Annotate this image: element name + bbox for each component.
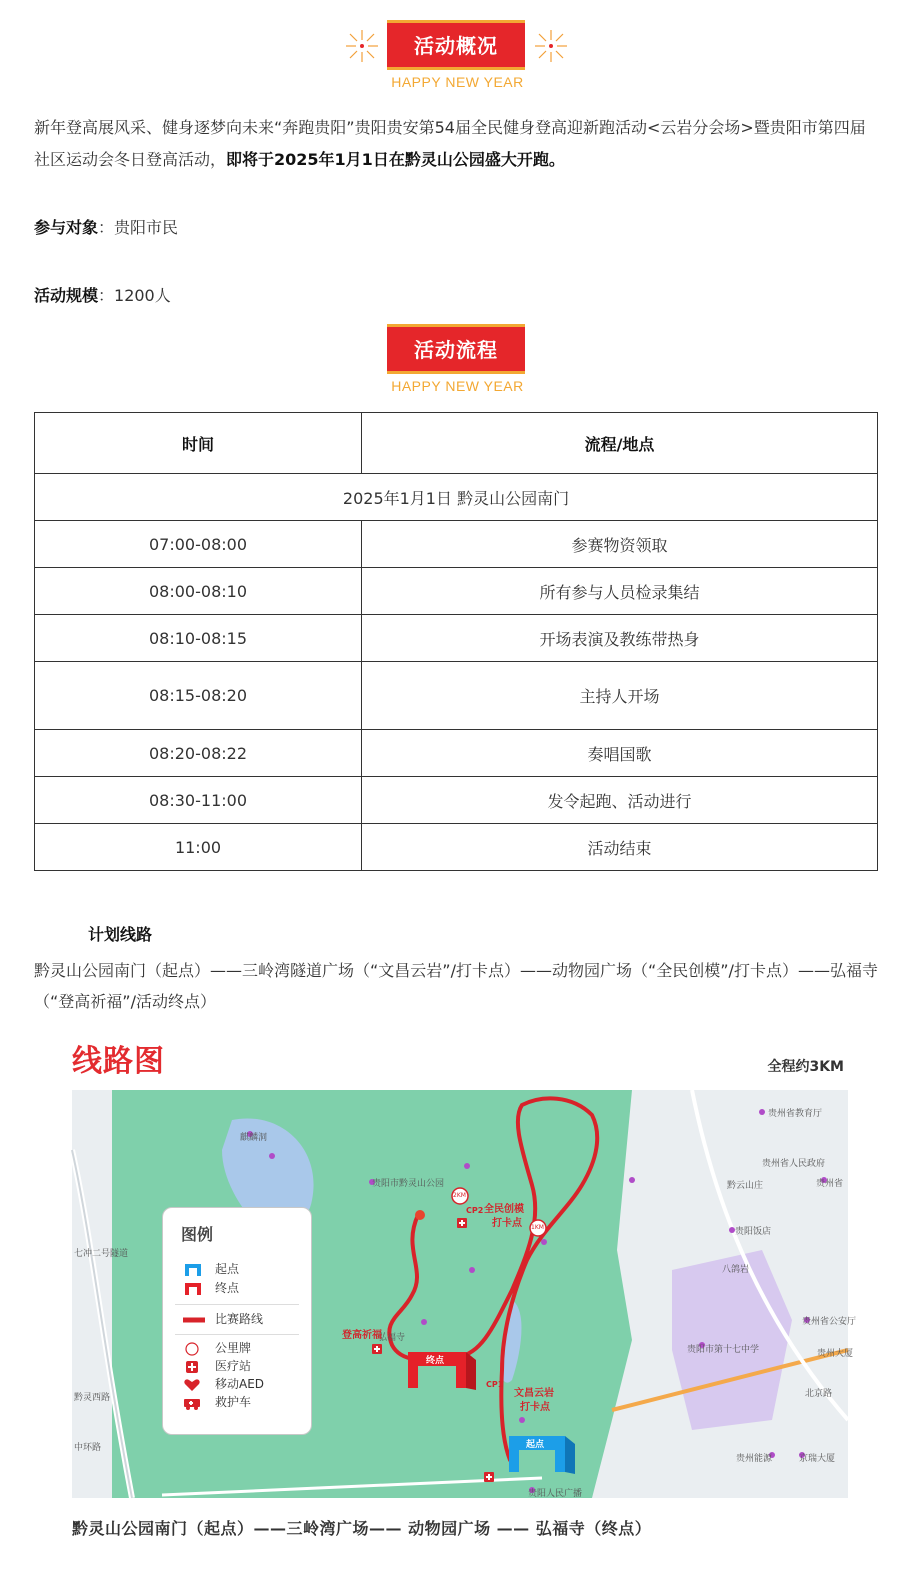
legend-divider — [175, 1304, 299, 1305]
time-cell: 07:00-08:00 — [35, 521, 362, 568]
checkpoint-cp2-title: 全民创模 — [484, 1204, 524, 1215]
map-label: 贵州省教育厅 — [768, 1109, 823, 1119]
legend-item-finish — [183, 1279, 239, 1297]
route-heading: 计划线路 — [88, 925, 153, 944]
table-row — [35, 662, 878, 730]
start-gate-icon — [183, 1263, 205, 1277]
legend-label: 比赛路线 — [215, 1312, 264, 1326]
date-location-cell: 2025年1月1日 黔灵山公园南门 — [35, 474, 878, 521]
time-cell: 08:30-11:00 — [35, 777, 362, 824]
finish-checkpoint-title: 登高祈福 — [342, 1330, 382, 1341]
start-gate-label: 起点 — [526, 1440, 545, 1450]
section-banner-schedule — [0, 324, 915, 404]
legend-label: 公里牌 — [215, 1341, 252, 1355]
participants-label: 参与对象 — [34, 218, 99, 237]
legend-label: 救护车 — [215, 1395, 252, 1409]
finish-gate-label: 终点 — [426, 1356, 445, 1366]
map-label: 八鸽岩 — [722, 1265, 750, 1275]
map-caption: 黔灵山公园南门（起点）——三岭湾广场—— 动物园广场 —— 弘福寺（终点） — [72, 1519, 652, 1538]
table-header-row — [35, 413, 878, 474]
section-title: 活动流程 — [414, 338, 498, 362]
map-label: 麒麟洞 — [240, 1133, 268, 1143]
map-label: 贵阳市第十七中学 — [687, 1345, 760, 1355]
map-label: 贵阳饭店 — [735, 1227, 772, 1237]
legend-item-aed — [183, 1375, 264, 1393]
km-marker-2: 2KM — [453, 1192, 466, 1199]
finish-gate-icon — [183, 1282, 205, 1296]
item-cell: 主持人开场 — [362, 662, 878, 730]
scale-value: ：1200人 — [98, 286, 171, 305]
table-row — [35, 474, 878, 521]
time-cell: 08:00-08:10 — [35, 568, 362, 615]
time-cell: 11:00 — [35, 824, 362, 871]
legend-title: 图例 — [181, 1225, 214, 1244]
firework-icon — [533, 28, 569, 64]
time-cell: 08:20-08:22 — [35, 730, 362, 777]
legend-label: 医疗站 — [215, 1359, 252, 1373]
map-label: 黔灵西路 — [74, 1393, 111, 1403]
legend-item-route — [183, 1310, 263, 1328]
route-description: 黔灵山公园南门（起点）——三岭湾隧道广场（“文昌云岩”/打卡点）——动物园广场（“全民创模”/打卡点）——弘福寺（“登高祈福”/活动终点） — [34, 961, 878, 1011]
section-banner-overview — [0, 20, 915, 100]
checkpoint-cp2: CP2 — [466, 1206, 484, 1215]
intro-text: 新年登高展风采、健身逐梦向未来“奔跑贵阳”贵阳贵安第54届全民健身登高迎新跑活动<云岩分会场>暨贵阳市第四届社区运动会冬日登高活动， — [34, 118, 866, 169]
map-label: 中环路 — [74, 1443, 102, 1453]
firework-icon — [344, 28, 380, 64]
map-title: 线路图 — [72, 1044, 165, 1079]
legend-label: 终点 — [215, 1281, 240, 1295]
item-cell: 发令起跑、活动进行 — [362, 777, 878, 824]
section-title-box — [387, 20, 525, 70]
map-legend — [162, 1207, 312, 1435]
section-subtitle: HAPPY NEW YEAR — [391, 378, 524, 394]
checkpoint-cp1-sub: 打卡点 — [520, 1402, 550, 1413]
map-label: 贵州省 — [816, 1179, 844, 1189]
route-map — [72, 1090, 857, 1499]
item-cell: 所有参与人员检录集结 — [362, 568, 878, 615]
medical-cross-icon — [183, 1360, 205, 1374]
schedule-table — [34, 412, 878, 871]
checkpoint-cp1-title: 文昌云岩 — [514, 1388, 554, 1399]
participants-value: ：贵阳市民 — [98, 218, 179, 237]
participants-line — [34, 212, 879, 244]
ambulance-icon — [183, 1396, 205, 1410]
item-cell: 奏唱国歌 — [362, 730, 878, 777]
table-row — [35, 521, 878, 568]
map-label: 七冲二号隧道 — [74, 1249, 129, 1259]
time-cell: 08:15-08:20 — [35, 662, 362, 730]
route-line-icon — [183, 1313, 205, 1327]
route-map-card — [66, 1032, 856, 1542]
intro-bold-text: 即将于2025年1月1日在黔灵山公园盛大开跑。 — [226, 150, 565, 169]
header-time: 时间 — [35, 413, 362, 474]
section-title-box — [387, 324, 525, 374]
scale-line — [34, 280, 879, 312]
map-label: 贵阳市黔灵山公园 — [372, 1179, 445, 1189]
km-marker-icon — [183, 1342, 205, 1356]
checkpoint-cp2-sub: 打卡点 — [492, 1218, 522, 1229]
map-total-distance: 全程约3KM — [767, 1059, 844, 1075]
checkpoint-cp1: CP1 — [486, 1380, 504, 1389]
section-title: 活动概况 — [414, 34, 498, 58]
legend-item-km — [183, 1339, 251, 1357]
map-label: 贵州省公安厅 — [802, 1317, 857, 1327]
scale-label: 活动规模 — [34, 286, 99, 305]
map-label: 京瑞大厦 — [799, 1454, 836, 1464]
intro-paragraph — [34, 112, 879, 176]
map-label: 弘福寺 — [378, 1333, 406, 1343]
table-row — [35, 777, 878, 824]
map-label: 黔云山庄 — [727, 1181, 764, 1191]
table-row — [35, 730, 878, 777]
item-cell: 开场表演及教练带热身 — [362, 615, 878, 662]
map-label: 贵州大厦 — [817, 1349, 854, 1359]
time-cell: 08:10-08:15 — [35, 615, 362, 662]
header-process: 流程/地点 — [362, 413, 878, 474]
km-marker-1: 1KM — [531, 1224, 544, 1231]
map-label: 贵州能源 — [736, 1454, 773, 1464]
table-row — [35, 568, 878, 615]
legend-item-ambulance — [183, 1393, 251, 1411]
table-row — [35, 824, 878, 871]
heart-aed-icon — [183, 1378, 205, 1392]
item-cell: 活动结束 — [362, 824, 878, 871]
legend-label: 移动AED — [215, 1377, 265, 1391]
legend-divider — [175, 1334, 299, 1335]
map-label: 北京路 — [805, 1389, 833, 1399]
map-label: 贵阳人民广播 — [528, 1489, 583, 1499]
map-label: 贵州省人民政府 — [762, 1159, 826, 1169]
table-row — [35, 615, 878, 662]
legend-item-start — [183, 1260, 239, 1278]
legend-item-medical — [183, 1357, 251, 1375]
legend-label: 起点 — [215, 1262, 240, 1276]
item-cell: 参赛物资领取 — [362, 521, 878, 568]
section-subtitle: HAPPY NEW YEAR — [391, 74, 524, 90]
